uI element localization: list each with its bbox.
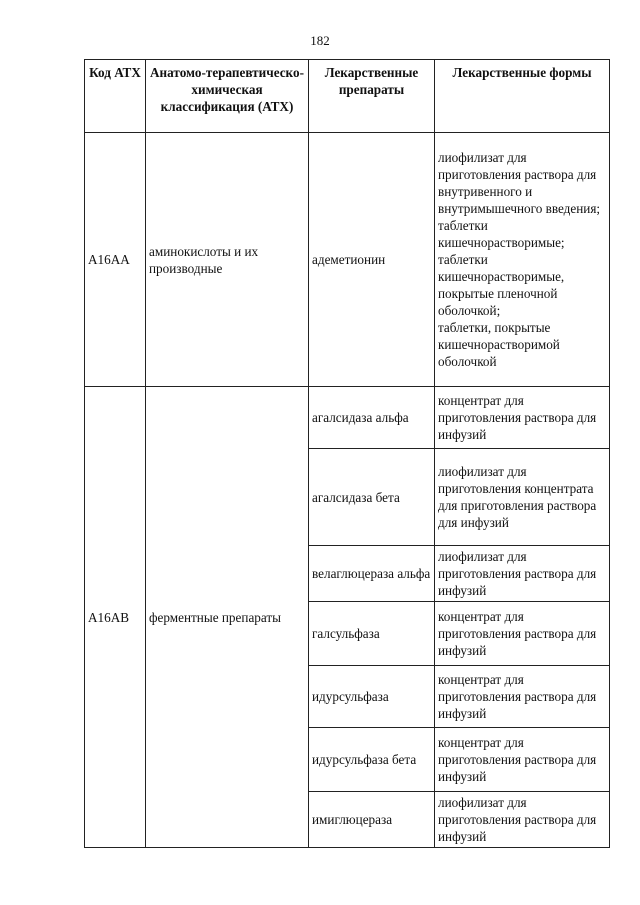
table-row [85, 387, 610, 449]
forms-cell [435, 387, 610, 449]
drug-cell: велаглюцераза альфа [309, 546, 435, 602]
drug-cell: идурсульфаза [309, 666, 435, 728]
drug-cell: имиглюцераза [309, 792, 435, 848]
atx-table [84, 59, 610, 848]
atx-code-cell: A16AB [85, 387, 146, 848]
drug-cell: адеметионин [309, 133, 435, 387]
classification-cell: аминокислоты и их производные [146, 133, 309, 387]
atx-code-cell: A16AA [85, 133, 146, 387]
drug-cell: галсульфаза [309, 602, 435, 666]
drug-cell: агалсидаза альфа [309, 387, 435, 449]
classification-cell: ферментные препараты [146, 387, 309, 848]
forms-cell [435, 546, 610, 602]
header-code: Код АТХ [85, 60, 146, 133]
form-entry: лиофилизат для приготовления раствора для инфузий [438, 795, 597, 844]
drug-cell: идурсульфаза бета [309, 728, 435, 792]
header-row [85, 60, 610, 133]
form-entry: таблетки кишечнорастворимые; [438, 218, 565, 250]
table-row [85, 133, 610, 387]
form-entry: таблетки, покрытые кишечнорастворимой оболочкой [438, 320, 560, 369]
form-entry: лиофилизат для приготовления раствора для внутривенного и внутримышечного введения; [438, 150, 601, 216]
form-entry: концентрат для приготовления раствора для инфузий [438, 672, 597, 721]
form-entry: лиофилизат для приготовления концентрата для приготовления раствора для инфузий [438, 464, 597, 530]
form-entry: лиофилизат для приготовления раствора для инфузий [438, 549, 597, 598]
page-number: 182 [310, 33, 330, 48]
forms-cell [435, 666, 610, 728]
forms-cell [435, 449, 610, 546]
header-drugs: Лекарственные препараты [309, 60, 435, 133]
forms-cell [435, 602, 610, 666]
form-entry: таблетки кишечнорастворимые, покрытые пленочной оболочкой; [438, 252, 565, 318]
header-forms: Лекарственные формы [435, 60, 610, 133]
form-entry: концентрат для приготовления раствора для инфузий [438, 735, 597, 784]
forms-cell [435, 728, 610, 792]
drug-cell: агалсидаза бета [309, 449, 435, 546]
form-entry: концентрат для приготовления раствора для инфузий [438, 609, 597, 658]
forms-cell [435, 792, 610, 848]
header-classification: Анатомо-терапевтическо-химическая классификация (АТХ) [146, 60, 309, 133]
forms-cell [435, 133, 610, 387]
form-entry: концентрат для приготовления раствора для инфузий [438, 393, 597, 442]
